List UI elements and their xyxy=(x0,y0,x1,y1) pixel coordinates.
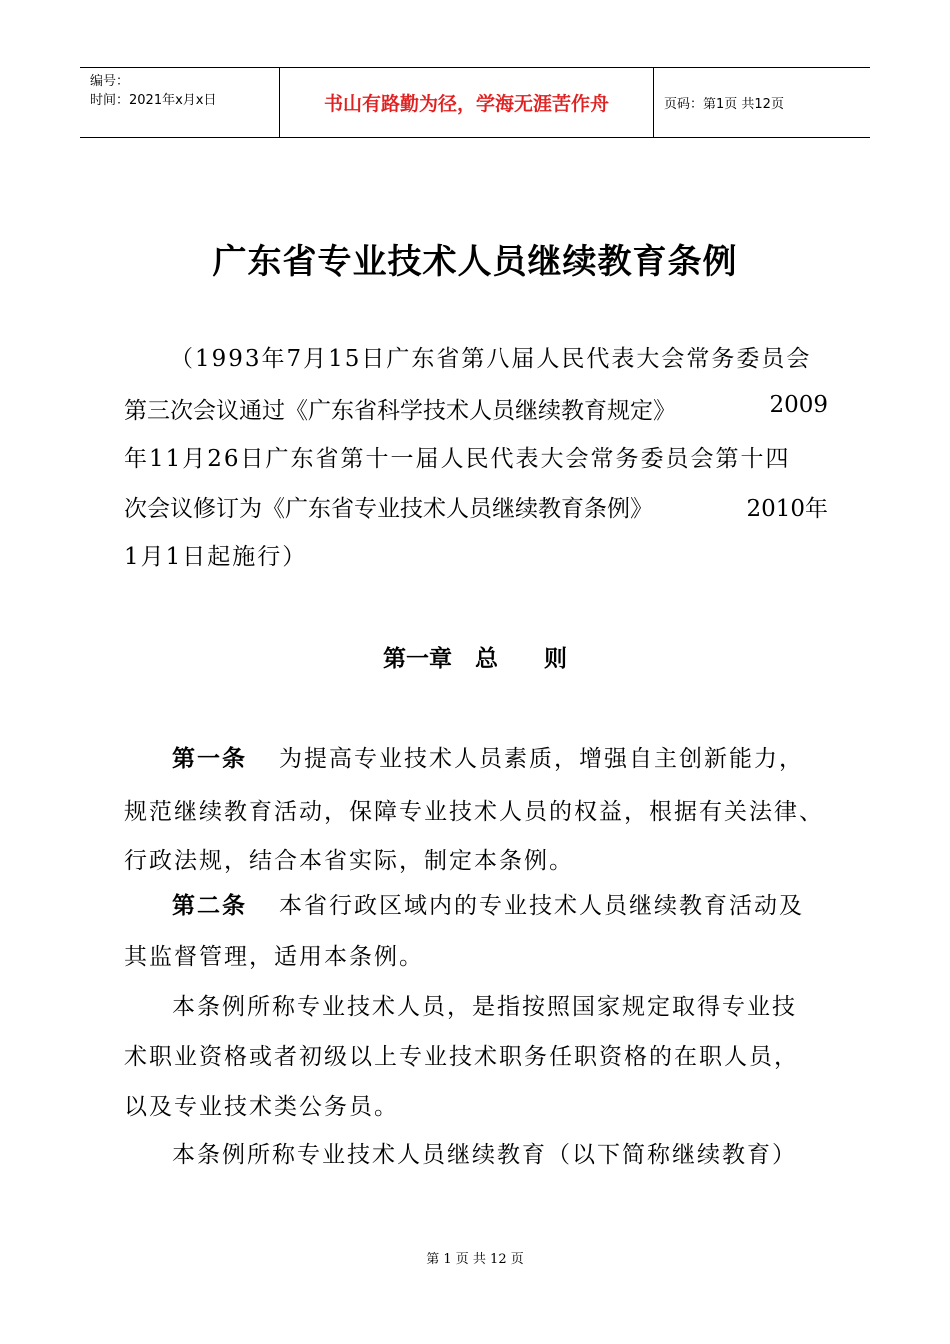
preamble-text: 次会议修订为《广东省专业技术人员继续教育条例》 xyxy=(124,496,653,522)
preamble-line: 1月1日起施行） xyxy=(124,544,308,570)
preamble-year: 2010年 xyxy=(746,496,828,522)
article-1-line xyxy=(172,740,804,773)
header-motto: 书山有路勤为径，学海无涯苦作舟 xyxy=(280,68,654,137)
preamble-line: （1993年7月15日广东省第八届人民代表大会常务委员会 xyxy=(170,346,812,372)
preamble-text: 第三次会议通过《广东省科学技术人员继续教育规定》 xyxy=(124,398,676,424)
preamble-line xyxy=(124,392,828,425)
article-1-line: 行政法规，结合本省实际，制定本条例。 xyxy=(124,848,574,874)
article-2-label: 第二条 xyxy=(172,893,247,919)
article-2-line xyxy=(172,887,804,920)
paragraph-line: 本条例所称专业技术人员，是指按照国家规定取得专业技 xyxy=(172,994,797,1020)
date-label: 时间：2021年x月x日 xyxy=(90,93,217,108)
header-page-info: 页码：第1页 共12页 xyxy=(664,97,784,112)
article-2-text: 本省行政区域内的专业技术人员继续教育活动及 xyxy=(279,893,804,919)
preamble-year: 2009 xyxy=(769,392,828,418)
article-2-line: 其监督管理，适用本条例。 xyxy=(124,944,424,970)
article-1-line: 规范继续教育活动，保障专业技术人员的权益，根据有关法律、 xyxy=(124,799,824,825)
article-1-text: 为提高专业技术人员素质，增强自主创新能力， xyxy=(279,746,804,772)
paragraph-line: 本条例所称专业技术人员继续教育（以下简称继续教育） xyxy=(172,1142,797,1168)
chapter-heading: 第一章 总 则 xyxy=(383,646,567,672)
article-1-label: 第一条 xyxy=(172,746,247,772)
preamble-line: 年11月26日广东省第十一届人民代表大会常务委员会第十四 xyxy=(124,446,791,472)
number-label: 编号： xyxy=(90,74,130,89)
header-meta xyxy=(80,68,280,137)
paragraph-line: 术职业资格或者初级以上专业技术职务任职资格的在职人员， xyxy=(124,1044,799,1070)
page-footer: 第 1 页 共 12 页 xyxy=(426,1252,524,1267)
document-title: 广东省专业技术人员继续教育条例 xyxy=(212,242,738,282)
page-header xyxy=(80,67,870,138)
preamble-line xyxy=(124,490,828,523)
paragraph-line: 以及专业技术类公务员。 xyxy=(124,1094,399,1120)
